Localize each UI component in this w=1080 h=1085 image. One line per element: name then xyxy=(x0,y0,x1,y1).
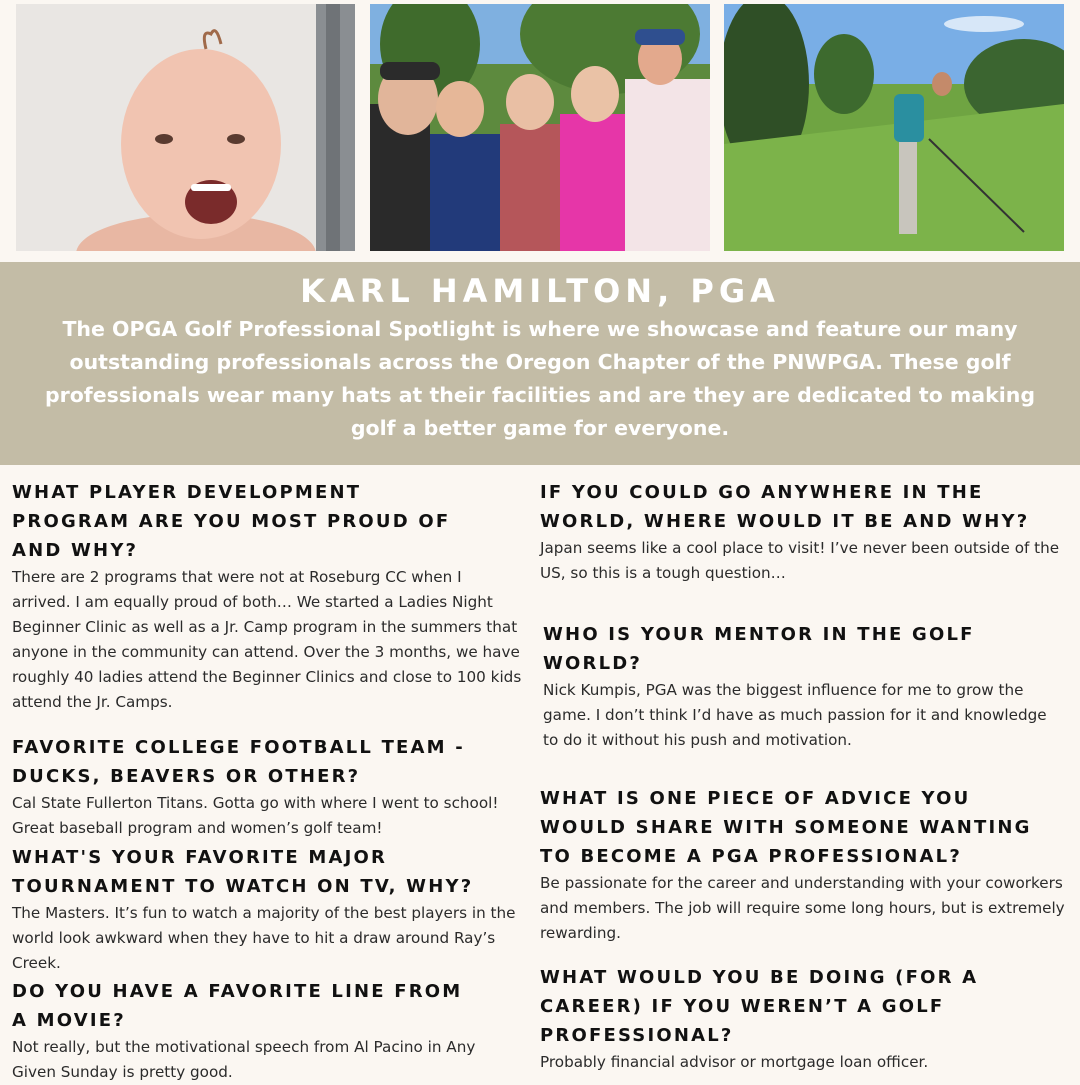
qa-alternate-career xyxy=(540,963,1065,1075)
group-golfers-photo xyxy=(370,4,710,251)
question-heading: DO YOU HAVE A FAVORITE LINE FROM A MOVIE? xyxy=(12,981,463,1031)
question-heading: WHAT WOULD YOU BE DOING (FOR A CAREER) IF YOU WEREN’T A GOLF PROFESSIONAL? xyxy=(540,967,979,1046)
qa-player-development xyxy=(12,478,522,715)
answer-text: There are 2 programs that were not at Roseburg CC when I arrived. I am equally proud of both… We started a Ladies Night Beginner Clinic as well as a Jr. Camp program in the summers that anyone in the community can attend. Over the 3 months, we have roughly 40 ladies attend the Beginner Clinics and close to 100 kids attend the Jr. Camps. xyxy=(12,568,522,711)
qa-mentor xyxy=(543,620,1065,753)
answer-text: Nick Kumpis, PGA was the biggest influence for me to grow the game. I don’t think I’d have as much passion for it and knowledge to do it without his push and motivation. xyxy=(543,681,1047,749)
answer-text: Not really, but the motivational speech from Al Pacino in Any Given Sunday is pretty good. xyxy=(12,1038,476,1081)
laughing-baby-photo xyxy=(16,4,355,251)
question-heading: WHAT IS ONE PIECE OF ADVICE YOU WOULD SHARE WITH SOMEONE WANTING TO BECOME A PGA PROFESSIONAL? xyxy=(540,788,1032,867)
answer-text: Be passionate for the career and understanding with your coworkers and members. The job will require some long hours, but is extremely rewarding. xyxy=(540,874,1065,942)
question-heading: IF YOU COULD GO ANYWHERE IN THE WORLD, WHERE WOULD IT BE AND WHY? xyxy=(540,482,1030,532)
intro-paragraph: The OPGA Golf Professional Spotlight is where we showcase and feature our many outstanding professionals across the Oregon Chapter of the PNWPGA. These golf professionals wear many hats at their facilities and are they are dedicated to making golf a better game for everyone. xyxy=(44,317,1036,440)
answer-text: The Masters. It’s fun to watch a majority of the best players in the world look awkward when they have to hit a draw around Ray’s Creek. xyxy=(12,904,516,972)
golfer-on-course-photo xyxy=(724,4,1064,251)
answer-text: Japan seems like a cool place to visit! I’ve never been outside of the US, so this is a tough question… xyxy=(540,539,1060,582)
question-heading: WHAT'S YOUR FAVORITE MAJOR TOURNAMENT TO WATCH ON TV, WHY? xyxy=(12,847,474,897)
spotlight-banner xyxy=(0,262,1080,465)
answer-text: Cal State Fullerton Titans. Gotta go with where I went to school! Great baseball program and women’s golf team! xyxy=(12,794,499,837)
answer-text: Probably financial advisor or mortgage loan officer. xyxy=(540,1053,929,1071)
page-title: KARL HAMILTON, PGA xyxy=(300,272,780,310)
question-heading: WHO IS YOUR MENTOR IN THE GOLF WORLD? xyxy=(543,624,975,674)
question-heading: WHAT PLAYER DEVELOPMENT PROGRAM ARE YOU MOST PROUD OF AND WHY? xyxy=(12,482,451,561)
qa-college-football xyxy=(12,733,522,841)
question-heading: FAVORITE COLLEGE FOOTBALL TEAM - DUCKS, BEAVERS OR OTHER? xyxy=(12,737,465,787)
qa-travel xyxy=(540,478,1065,586)
qa-advice xyxy=(540,784,1065,946)
qa-major-tournament xyxy=(12,843,522,976)
qa-movie-line xyxy=(12,977,522,1085)
